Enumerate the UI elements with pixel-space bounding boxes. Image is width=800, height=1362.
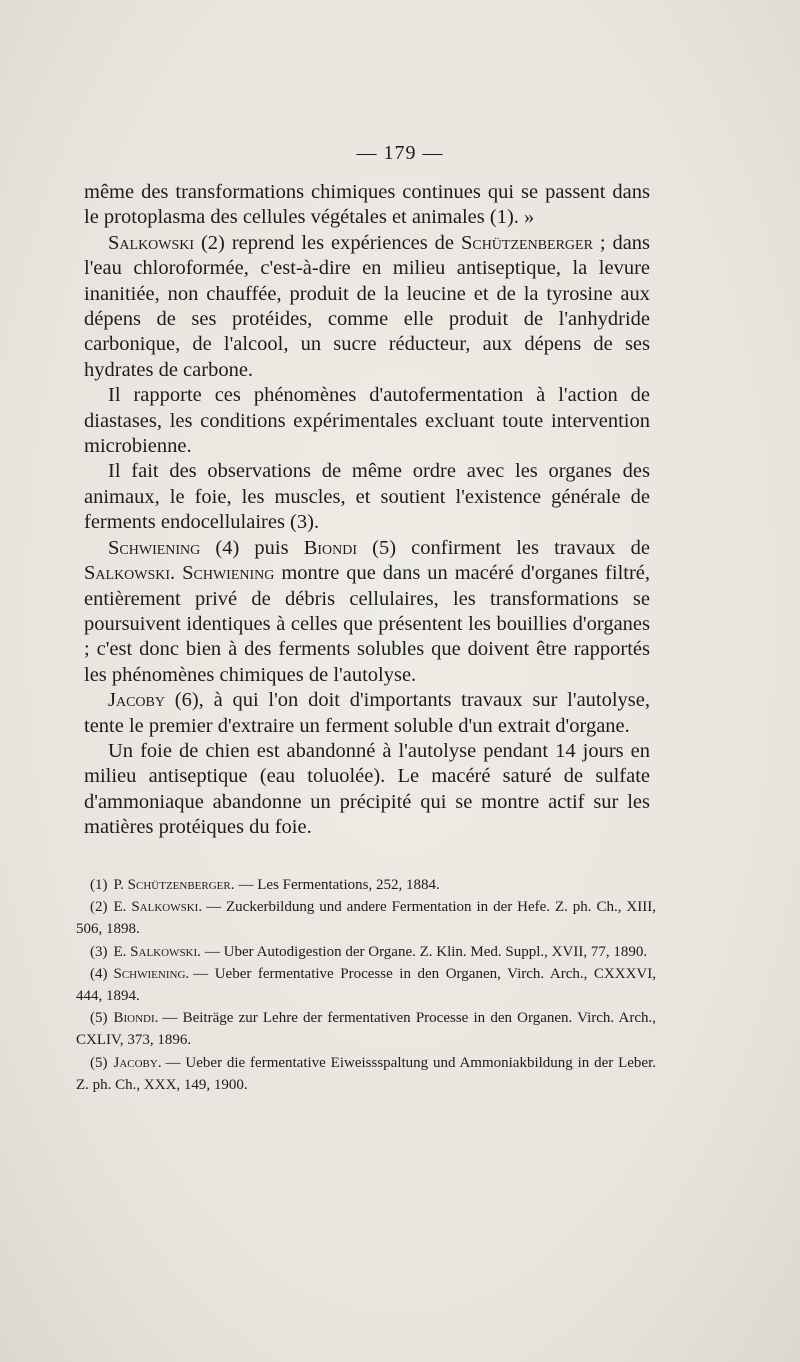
footnote-author: E. Salkowski.: [113, 943, 201, 960]
paragraph-text: ; dans l'eau chloroformée, c'est-à-dire en milieu antiseptique, la levure inanitiée, non chauffée, produit de la leucine et de la tyrosine aux dépens de ses protéides, comme elle produit de l'anhydride carbonique, de l'alcool, un sucre réducteur, aux dépens de ses hydrates de carbone.: [84, 231, 651, 381]
body-text: [84, 180, 650, 841]
paragraph-5: [84, 536, 650, 688]
footnote-number: (2): [90, 899, 108, 916]
paragraph-text: (5) confirment les travaux de: [372, 536, 651, 559]
footnote-author: E. Salkowski.: [113, 899, 203, 916]
footnote-text: — Beiträge zur Lehre der fermentativen Processe in den Organen. Virch. Arch., CXLIV, 373, 1896.: [76, 1010, 656, 1049]
author-name: Biondi: [303, 536, 358, 559]
footnote-ref: (2): [200, 231, 225, 254]
paragraph-4: Il fait des observations de même ordre avec les organes des animaux, le foie, les muscles, et soutient l'existence générale de ferments endocellulaires (3).: [84, 460, 650, 534]
footnote: [76, 1052, 656, 1096]
footnote: [76, 963, 656, 1007]
author-name: Schützenberger: [460, 231, 593, 254]
paragraph-text: reprend les expériences de: [231, 231, 455, 254]
paragraph-7: Un foie de chien est abandonné à l'autolyse pendant 14 jours en milieu antiseptique (eau toluolée). Le macéré saturé de sulfate d'ammoniaque abandonne un précipité qui se montre actif sur les matières protéiques du foie.: [84, 739, 650, 839]
footnote: [76, 874, 656, 896]
footnote-number: (5): [90, 1010, 108, 1027]
footnote-text: — Zuckerbildung und andere Fermentation in der Hefe. Z. ph. Ch., XIII, 506, 1898.: [76, 899, 656, 938]
footnote: [76, 1007, 656, 1051]
footnote-number: (5): [90, 1054, 108, 1071]
paragraph-1: même des transformations chimiques continues qui se passent dans le protoplasma des cellules végétales et animales (1). »: [84, 181, 650, 229]
footnote-number: (4): [90, 965, 108, 982]
footnote-number: (1): [90, 877, 108, 893]
author-name: Salkowski: [108, 231, 195, 254]
author-name: Schwiening: [108, 536, 201, 559]
footnote: [76, 941, 656, 963]
footnote-text: — Les Fermentations, 252, 1884.: [238, 877, 440, 893]
page-number: — 179 —: [356, 142, 444, 164]
paragraph-text: montre que dans un macéré d'organes filtré, entièrement privé de débris cellulaires, les transformations se poursuivent identiques à celles que présentent les bouillies d'organes ; c'est donc bien à des ferments solubles que doivent être rapportés les phénomènes chimiques de l'autolyse.: [84, 562, 651, 686]
footnote-text: — Ueber fermentative Processe in den Organen, Virch. Arch., CXXXVI, 444, 1894.: [76, 965, 656, 1005]
footnote-number: (3): [90, 943, 108, 960]
author-name: Salkowski.: [84, 562, 176, 585]
footnotes: [76, 874, 656, 1096]
footnote-author: Schwiening.: [113, 965, 190, 982]
footnote-author: Biondi.: [113, 1010, 159, 1027]
footnote-author: Jacoby.: [113, 1054, 162, 1071]
footnote-author: P. Schützenberger.: [113, 877, 235, 893]
paragraph-text: (4) puis: [215, 536, 289, 559]
footnote-text: — Uber Autodigestion der Organe. Z. Klin. Med. Suppl., XVII, 77, 1890.: [204, 943, 648, 960]
author-name: Schwiening: [182, 562, 275, 585]
paragraph-2: [84, 231, 650, 383]
paragraph-3: Il rapporte ces phénomènes d'autofermentation à l'action de diastases, les conditions expérimentales excluant toute intervention microbienne.: [84, 384, 650, 458]
footnote-text: — Ueber die fermentative Eiweissspaltung und Ammoniakbildung in der Leber. Z. ph. Ch., XXX, 149, 1900.: [76, 1054, 656, 1093]
author-name: Jacoby: [108, 689, 165, 712]
paragraph-text: (6), à qui l'on doit d'importants travaux sur l'autolyse, tente le premier d'extraire un ferment soluble d'un extrait d'organe.: [84, 689, 651, 737]
footnote: [76, 896, 656, 940]
paragraph-6: [84, 688, 650, 739]
